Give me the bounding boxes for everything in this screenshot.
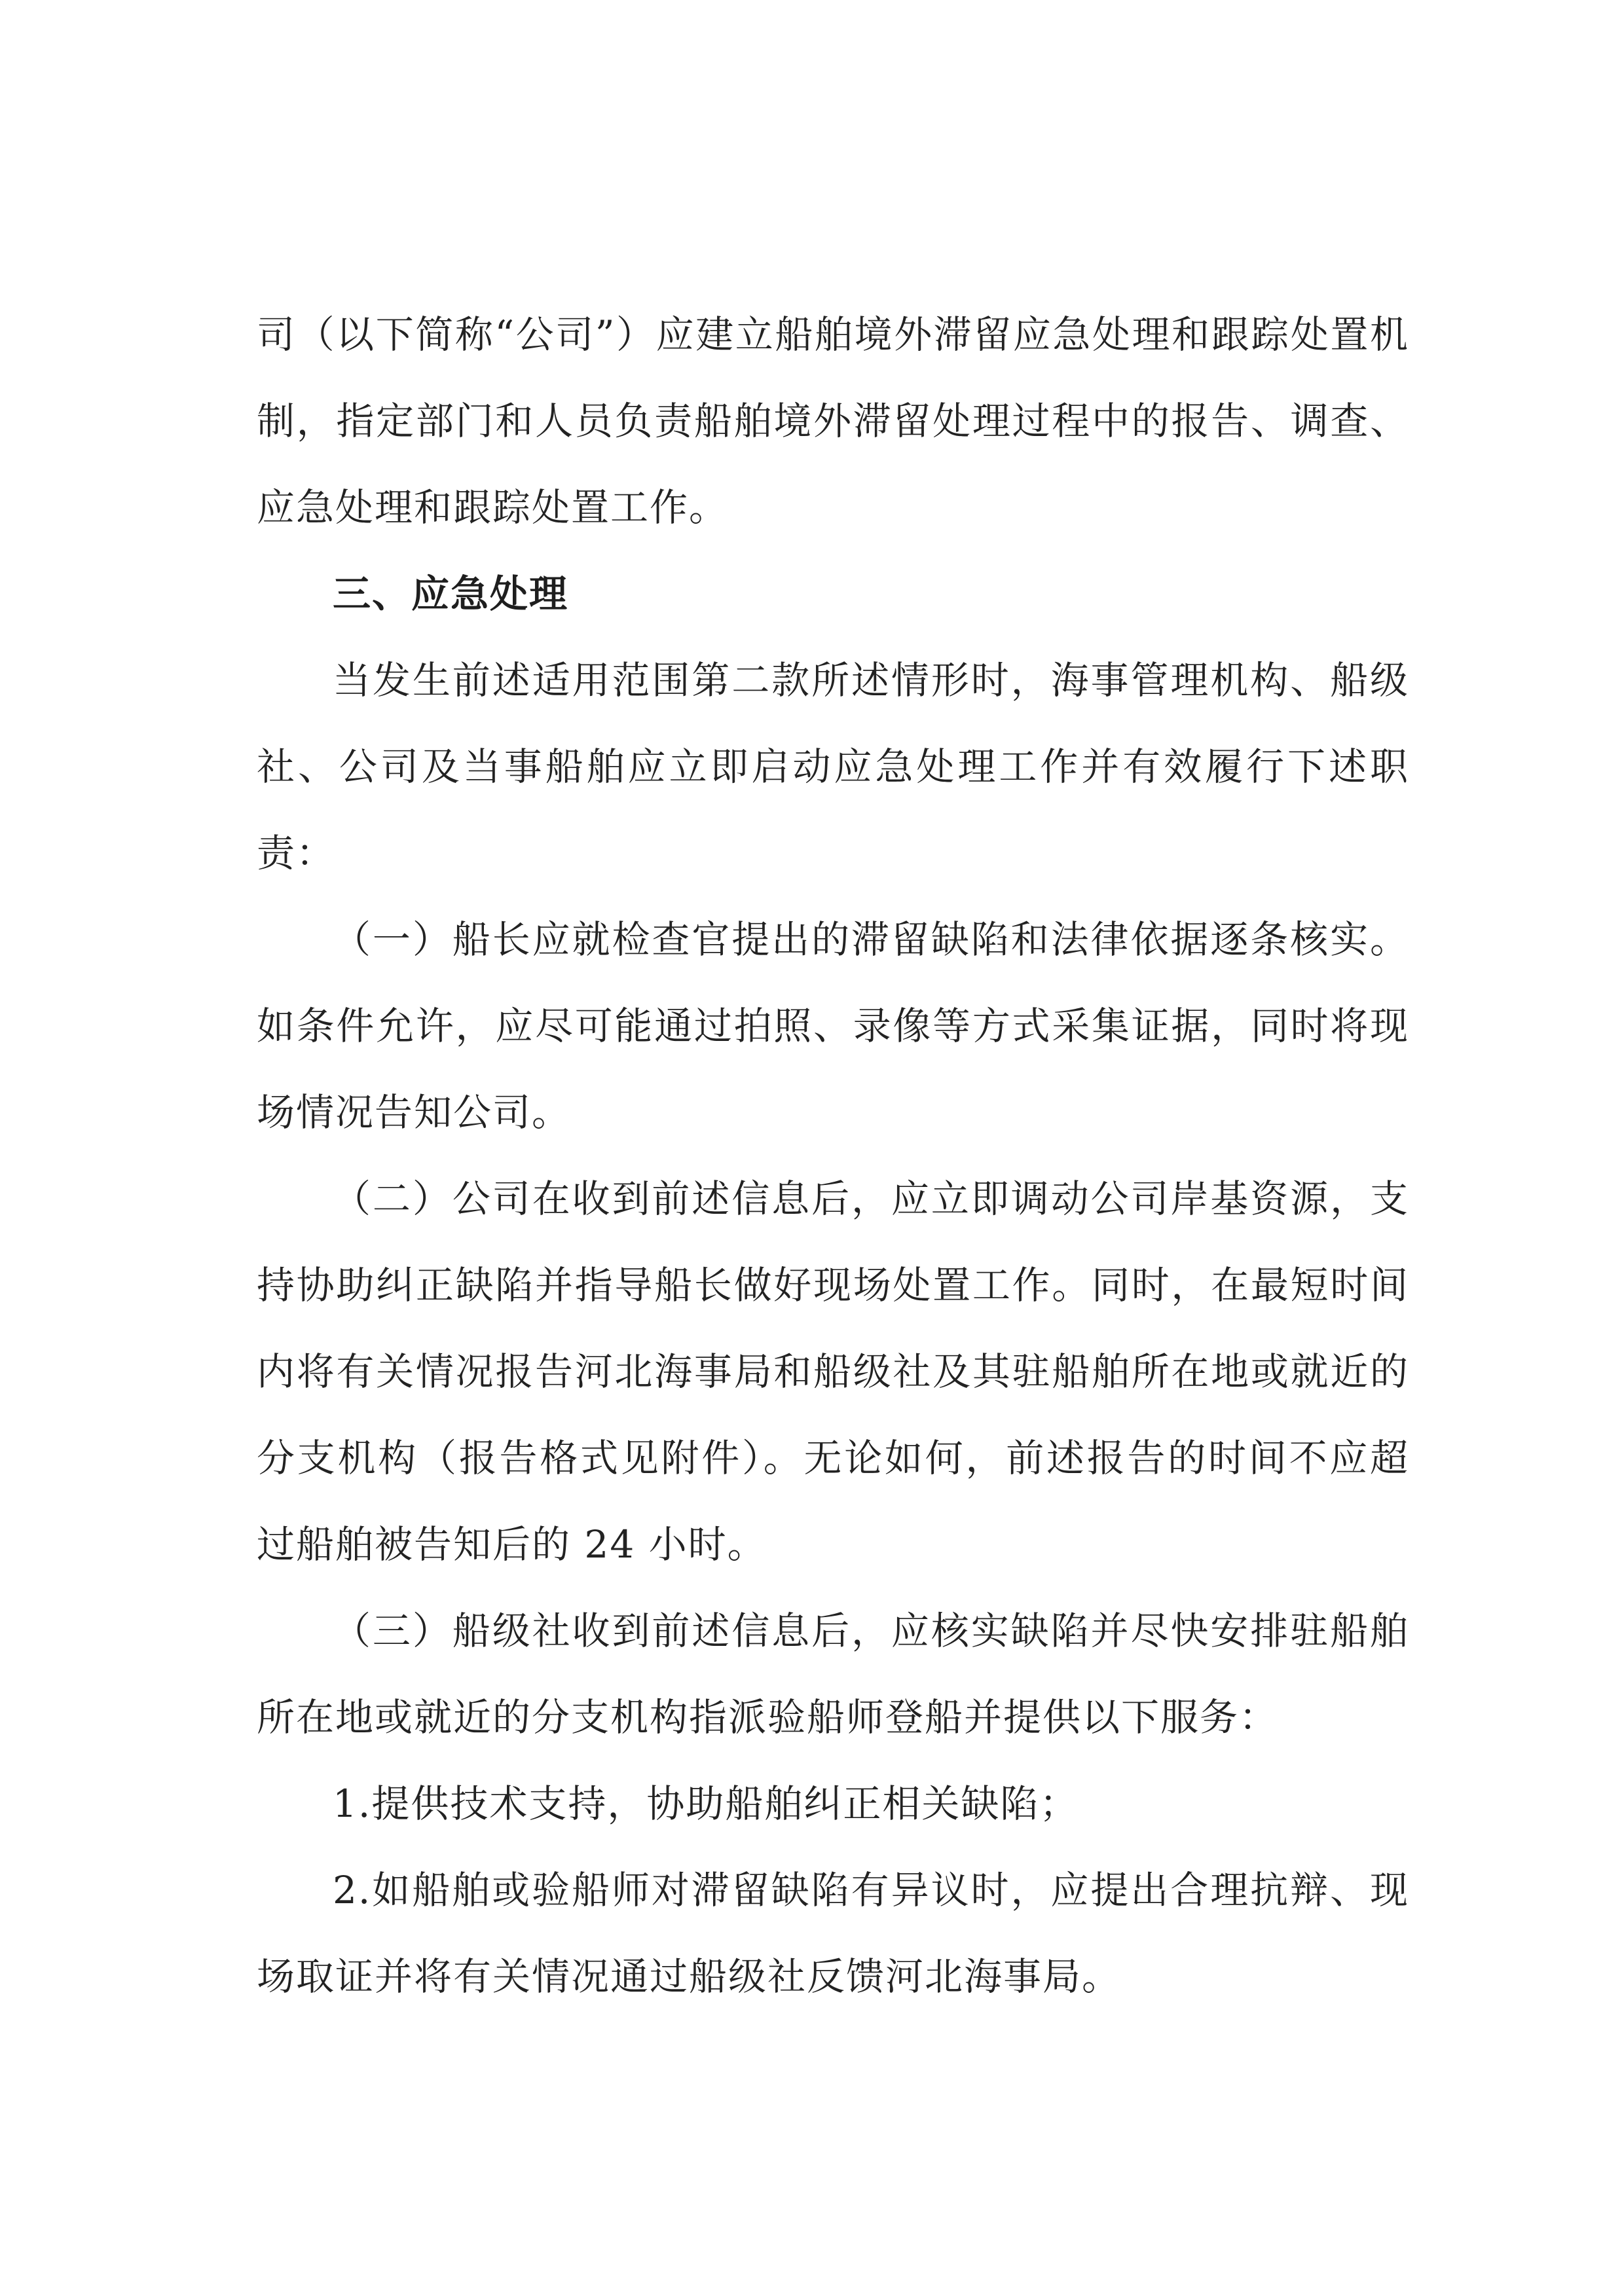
document-body xyxy=(257,291,1409,2020)
paragraph-item-company: （二）公司在收到前述信息后，应立即调动公司岸基资源，支持协助纠正缺陷并指导船长做好现场处置工作。同时，在最短时间内将有关情况报告河北海事局和船级社及其驻船舶所在地或就近的分支机构（报告格式见附件）。无论如何，前述报告的时间不应超过船舶被告知后的 24 小时。 xyxy=(257,1176,1409,1567)
paragraph-continuation: 司（以下简称“公司”）应建立船舶境外滞留应急处理和跟踪处置机制，指定部门和人员负责船舶境外滞留处理过程中的报告、调查、应急处理和跟踪处置工作。 xyxy=(257,312,1409,530)
paragraph-item-captain: （一）船长应就检查官提出的滞留缺陷和法律依据逐条核实。如条件允许，应尽可能通过拍照、录像等方式采集证据，同时将现场情况告知公司。 xyxy=(257,917,1409,1135)
paragraph-item-classification-society: （三）船级社收到前述信息后，应核实缺陷并尽快安排驻船舶所在地或就近的分支机构指派验船师登船并提供以下服务： xyxy=(257,1609,1409,1740)
list-item-technical-support: 1.提供技术支持，协助船舶纠正相关缺陷； xyxy=(333,1781,1079,1826)
list-item-objection-handling: 2.如船舶或验船师对滞留缺陷有异议时，应提出合理抗辩、现场取证并将有关情况通过船级社反馈河北海事局。 xyxy=(257,1868,1409,1999)
section-heading-emergency-handling: 三、应急处理 xyxy=(333,572,569,616)
paragraph-responsibilities-intro: 当发生前述适用范围第二款所述情形时，海事管理机构、船级社、公司及当事船舶应立即启动应急处理工作并有效履行下述职责： xyxy=(257,658,1409,875)
